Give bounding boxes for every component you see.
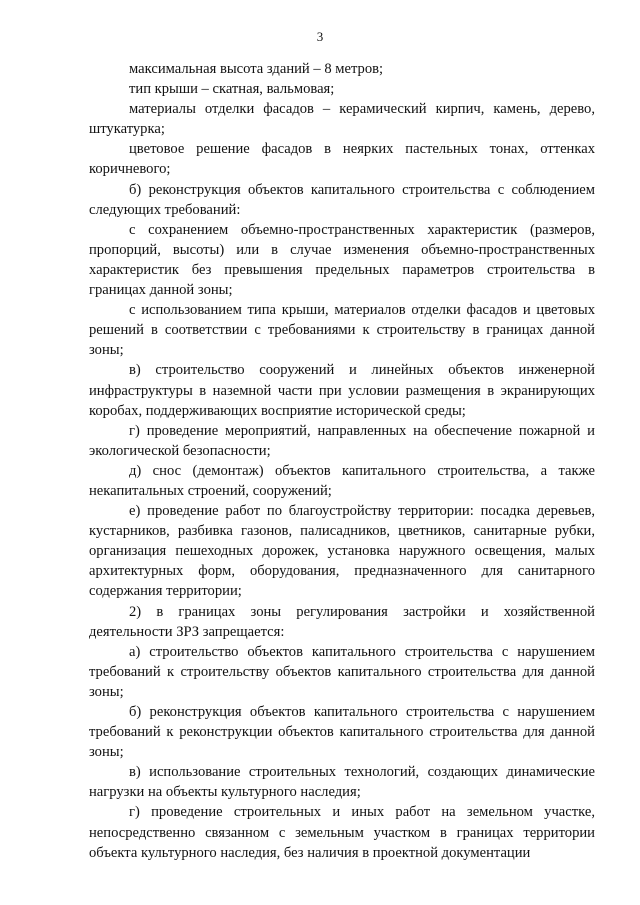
paragraph-fire-ecology-safety: г) проведение мероприятий, направленных на обеспечение пожарной и экологической безопасности;	[89, 422, 595, 459]
paragraph-landscaping: е) проведение работ по благоустройству территории: посадка деревьев, кустарников, разбивка газонов, палисадников, цветников, санитарные рубки, организация пешеходных дорожек, установка наружного освещения, малых архитектурных форм, оборудования, предназначенного для санитарного содержания территории;	[89, 503, 595, 600]
page-number: 3	[316, 29, 324, 44]
paragraph-engineering-infrastructure: в) строительство сооружений и линейных объектов инженерной инфраструктуры в наземной части при условии размещения в экранирующих коробах, поддерживающих восприятие исторической среды;	[89, 362, 595, 419]
paragraph-zone-prohibited: 2) в границах зоны регулирования застройки и хозяйственной деятельности ЗРЗ запрещается:	[89, 603, 595, 640]
paragraph-max-height: максимальная высота зданий – 8 метров;	[129, 61, 384, 77]
paragraph-prohibited-reconstruction: б) реконструкция объектов капитального строительства с нарушением требований к реконструкции объектов капитального строительства для данной зоны;	[89, 704, 595, 761]
paragraph-demolition: д) снос (демонтаж) объектов капитального строительства, а также некапитальных строений, сооружений;	[89, 462, 595, 499]
paragraph-dynamic-loads: в) использование строительных технологий, создающих динамические нагрузки на объекты культурного наследия;	[89, 764, 595, 801]
paragraph-reconstruction-requirements: б) реконструкция объектов капитального строительства с соблюдением следующих требований:	[89, 181, 595, 218]
paragraph-roof-type: тип крыши – скатная, вальмовая;	[129, 81, 335, 98]
paragraph-preserve-volumes: с сохранением объемно-пространственных характеристик (размеров, пропорций, высоты) или в случае изменения объемно-пространственных характеристик без превышения предельных параметров строительства в границах данной зоны;	[89, 221, 595, 299]
paragraph-roof-materials-colors: с использованием типа крыши, материалов отделки фасадов и цветовых решений в соответствии с требованиями к строительству в границах данной зоны;	[89, 302, 595, 359]
paragraph-construction-works: г) проведение строительных и иных работ на земельном участке, непосредственно связанном с земельным участком в границах территории объекта культурного наследия, без наличия в проектной документации	[89, 804, 595, 861]
paragraph-facade-materials: материалы отделки фасадов – керамический кирпич, камень, дерево, штукатурка;	[89, 101, 595, 138]
paragraph-prohibited-construction: а) строительство объектов капитального строительства с нарушением требований к строительству объектов капитального строительства для данной зоны;	[89, 643, 595, 700]
document-body	[89, 59, 595, 863]
paragraph-facade-colors: цветовое решение фасадов в неярких пастельных тонах, оттенках коричневого;	[89, 141, 595, 178]
